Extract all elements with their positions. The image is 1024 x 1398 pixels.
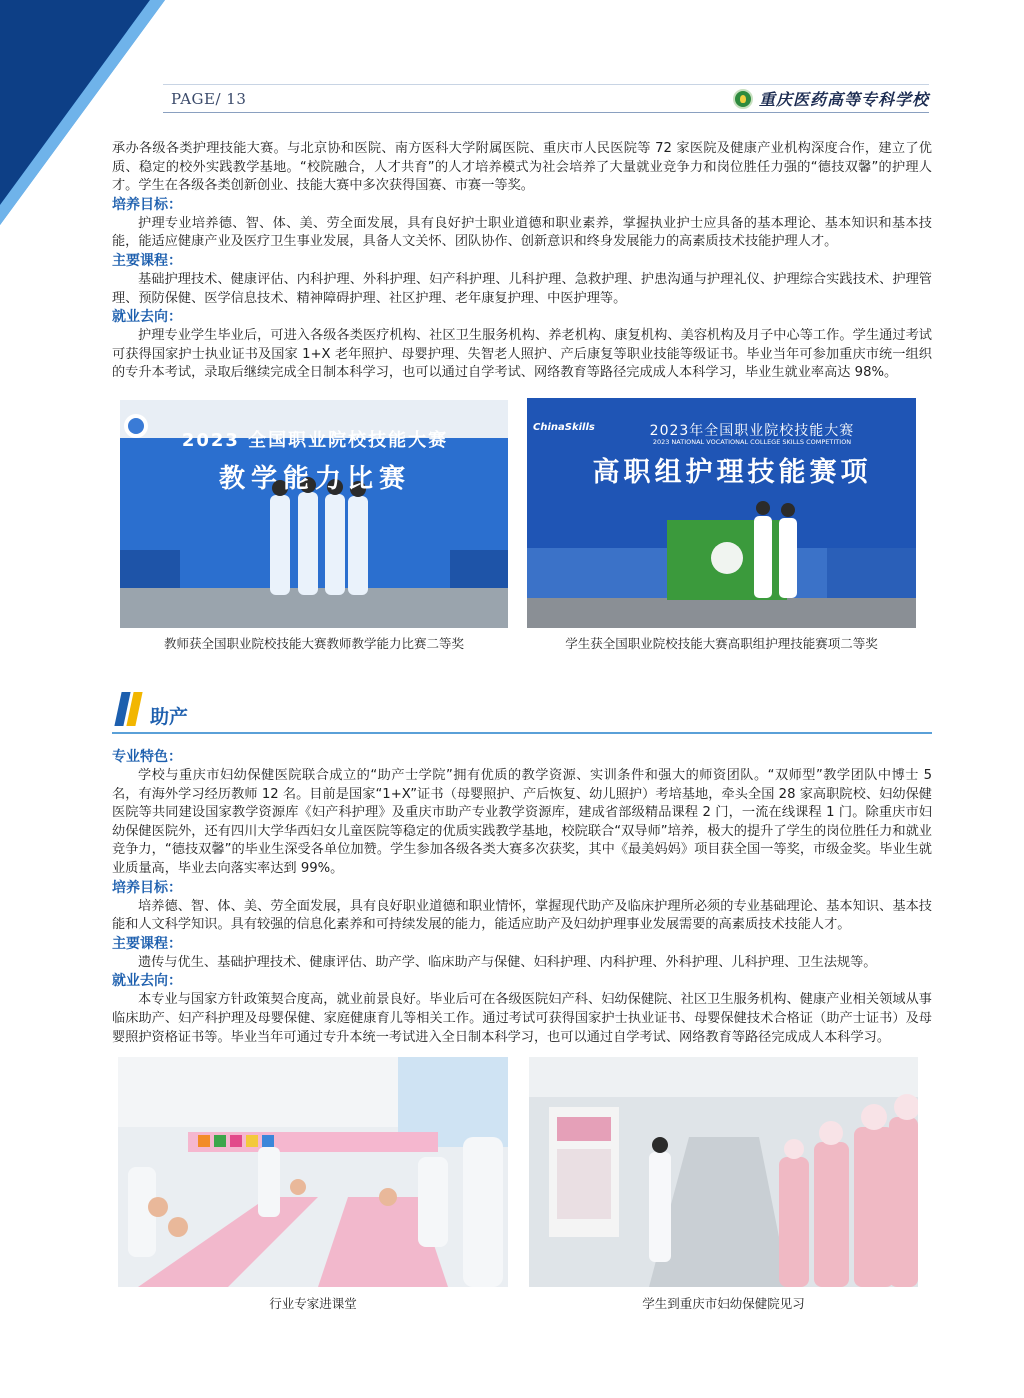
chinaskills-logo: ChinaSkills bbox=[533, 422, 595, 433]
caption-nursing-skills: 学生获全国职业院校技能大赛高职组护理技能赛项二等奖 bbox=[565, 636, 878, 651]
school-logo bbox=[733, 87, 929, 110]
midwifery-feature-text: 学校与重庆市妇幼保健医院联合成立的“助产士学院”拥有优质的教学资源、实训条件和强大的师资团队。“双师型”教学团队中博士 5 名，有海外学习经历教师 12 名。目前是国家“1+X”证书（母婴照护、产后恢复、幼儿照护）考培基地，牵头全国 28 家高职院校、妇幼保健医院等共同建设国家教学资源库《妇产科护理》及重庆市助产专业教学资源库，建成省部级精品课程 2 门，一流在线课程 1 门。除重庆市妇幼保健医院外，还有四川大学华西妇女儿童医院等稳定的优质实践教学基地，校院联合“双导师”培养，极大的提升了学生的岗位胜任力和就业竞争力，“德技双馨”的毕业生深受各单位加赞。学生参加各级各类大赛多次获奖，其中《最美妈妈》项目获全国一等奖，市级金奖。毕业生就业质量高，毕业去向落实率达到 99%。 bbox=[112, 768, 932, 876]
banner-title: 2023 全国职业院校技能大赛 bbox=[181, 430, 449, 451]
midwifery-career-heading: 就业去向： bbox=[112, 973, 182, 990]
hospital-visit-photo bbox=[529, 1057, 918, 1287]
nursing-goal-text: 护理专业培养德、智、体、美、劳全面发展，具有良好护士职业道德和职业素养，掌握执业护士应具备的基本理论、基本知识和基本技能，能适应健康产业及医疗卫生事业发展，具备人文关怀、团队协作、创新意识和终身发展能力的高素质技术技能护理人才。 bbox=[112, 215, 932, 250]
section-rule bbox=[112, 732, 932, 734]
caption-hospital-visit: 学生到重庆市妇幼保健院见习 bbox=[642, 1296, 805, 1311]
teaching-competition-photo bbox=[120, 400, 508, 628]
hospital-visit-image bbox=[529, 1057, 918, 1287]
section-title: 助产 bbox=[150, 706, 189, 728]
midwifery-course-heading: 主要课程： bbox=[112, 935, 182, 952]
page-header bbox=[163, 84, 929, 114]
expert-classroom-photo bbox=[118, 1057, 508, 1287]
nursing-career-heading: 就业去向： bbox=[112, 309, 182, 326]
midwifery-course-text: 遗传与优生、基础护理技术、健康评估、助产学、临床助产与保健、妇科护理、内科护理、外科护理、儿科护理、卫生法规等。 bbox=[138, 954, 877, 970]
school-emblem-icon bbox=[733, 89, 753, 109]
caption-teaching-competition: 教师获全国职业院校技能大赛教师教学能力比赛二等奖 bbox=[163, 636, 464, 651]
school-name: 重庆医药高等专科学校 bbox=[758, 90, 929, 109]
caption-expert-classroom: 行业专家进课堂 bbox=[269, 1296, 357, 1311]
expert-classroom-image bbox=[118, 1057, 508, 1287]
nursing-goal-heading: 培养目标： bbox=[112, 196, 182, 213]
header-rule bbox=[163, 112, 929, 113]
midwifery-goal-heading: 培养目标： bbox=[112, 879, 182, 896]
header-top-rule bbox=[163, 84, 929, 85]
midwifery-goal-text: 培养德、智、体、美、劳全面发展，具有良好职业道德和职业情怀，掌握现代助产及临床护理所必须的专业基础理论、基本知识、基本技能和人文科学知识。具有较强的信息化素养和可持续发展的能力，能适应助产及妇幼护理事业发展需要的高素质技术技能人才。 bbox=[112, 898, 932, 933]
nursing-course-heading: 主要课程： bbox=[112, 252, 182, 269]
banner-subtitle: 教学能力比赛 bbox=[218, 464, 411, 494]
banner-subtitle: 高职组护理技能赛项 bbox=[592, 457, 872, 488]
nursing-section bbox=[112, 140, 932, 383]
nursing-career-text: 护理专业学生毕业后，可进入各级各类医疗机构、社区卫生服务机构、养老机构、康复机构、美容机构及月子中心等工作。学生通过考试可获得国家护士执业证书及国家 1+X 老年照护、母婴护理、失智老人照护、产后康复等职业技能等级证书。毕业当年可参加重庆市统一组织的专升本考试，录取后继续完成全日制本科学习，也可以通过自学考试、网络教育等路径完成成人本科学习，毕业生就业率高达 98%。 bbox=[112, 328, 932, 381]
nursing-skills-photo bbox=[527, 398, 916, 628]
midwifery-career-text: 本专业与国家方针政策契合度高，就业前景良好。毕业后可在各级医院妇产科、妇幼保健院、社区卫生服务机构、健康产业相关领域从事临床助产、妇产科护理及母婴保健、家庭健康育儿等相关工作。通过考试可获得国家护士执业证书、母婴保健技术合格证（助产士证书）及母婴照护资格证书等。毕业当年可通过专升本统一考试进入全日制本科学习，也可以通过自学考试、网络教育等路径完成成人本科学习。 bbox=[112, 992, 932, 1045]
page-number: PAGE/ 13 bbox=[171, 90, 247, 108]
banner-title: 2023年全国职业院校技能大赛 bbox=[649, 423, 855, 439]
midwifery-section-header bbox=[112, 688, 932, 738]
nursing-course-text: 基础护理技术、健康评估、内科护理、外科护理、妇产科护理、儿科护理、急救护理、护患沟通与护理礼仪、护理综合实践技术、护理管理、预防保健、医学信息技术、精神障碍护理、社区护理、老年康复护理、中医护理等。 bbox=[112, 271, 932, 306]
midwifery-section bbox=[112, 748, 932, 1047]
nursing-intro: 承办各级各类护理技能大赛。与北京协和医院、南方医科大学附属医院、重庆市人民医院等 72 家医院及健康产业机构深度合作，建立了优质、稳定的校外实践教学基地。“校院融合，人才共育”的人才培养模式为社会培养了大量就业竞争力和岗位胜任力强的“德技双馨”的护理人才。学生在各级各类创新创业、技能大赛中多次获得国赛、市赛一等奖。 bbox=[112, 141, 932, 194]
midwifery-feature-heading: 专业特色： bbox=[112, 749, 182, 765]
banner-english: 2023 NATIONAL VOCATIONAL COLLEGE SKILLS COMPETITION bbox=[652, 438, 852, 446]
